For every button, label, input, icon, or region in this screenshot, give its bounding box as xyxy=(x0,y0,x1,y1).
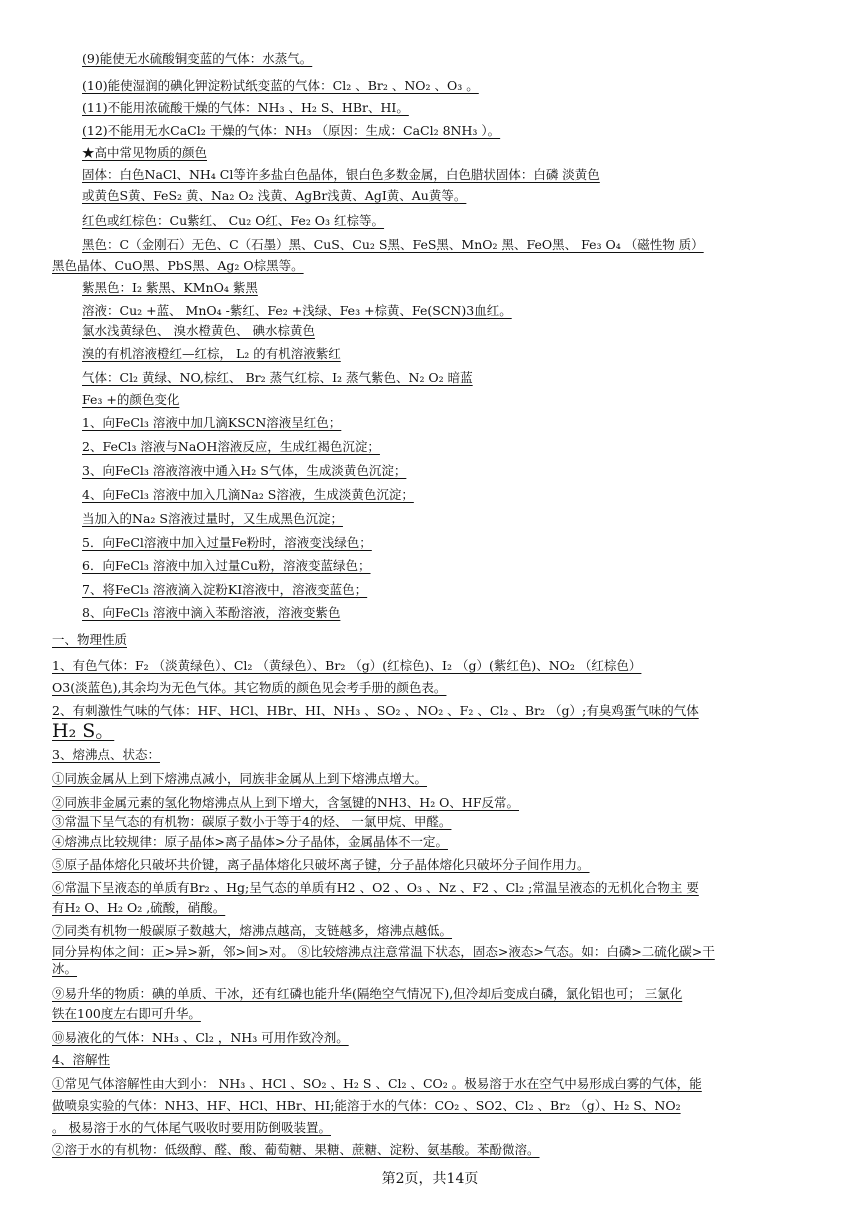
text-line: (12)不能用无水CaCl₂ 干燥的气体：NH₃ （原因：生成：CaCl₂ 8NH₃ ）。 xyxy=(82,123,501,138)
text-line: 做喷泉实验的气体：NH3、HF、HCl、HBr、HI;能溶于水的气体：CO₂ 、SO2、Cl₂ 、Br₂ （g）、H₂ S、NO₂ xyxy=(52,1098,681,1113)
section-heading: 3、熔沸点、状态： xyxy=(52,747,160,762)
list-item: ②同族非金属元素的氢化物熔沸点从上到下增大，含氢键的NH3、H₂ O、HF反常。 xyxy=(52,795,519,810)
list-item: 2、FeCl₃ 溶液与NaOH溶液反应，生成红褐色沉淀； xyxy=(82,439,380,454)
list-item: ③常温下呈气态的有机物：碳原子数小于等于4的烃、 一氯甲烷、甲醛。 xyxy=(52,814,452,829)
text-line: 同分异构体之间：正>异>新，邻>间>对。 ⑧比较熔沸点注意常温下状态，固态>液态>气态。如：白磷>二硫化碳>干 xyxy=(52,944,715,959)
list-item: ⑩易液化的气体：NH₃ 、Cl₂ ，NH₃ 可用作致冷剂。 xyxy=(52,1030,349,1045)
text-line: 氯水浅黄绿色、 溴水橙黄色、 碘水棕黄色 xyxy=(82,323,315,338)
text-line: (11)不能用浓硫酸干燥的气体：NH₃ 、H₂ S、HBr、HI。 xyxy=(82,100,409,115)
text-line: (10)能使湿润的碘化钾淀粉试纸变蓝的气体：Cl₂ 、Br₂ 、NO₂ 、O₃ 。 xyxy=(82,78,479,93)
text-line: 或黄色S黄、FeS₂ 黄、Na₂ O₂ 浅黄、AgBr浅黄、AgI黄、Au黄等。 xyxy=(82,188,467,203)
page-number: 第2页，共14页 xyxy=(381,1171,479,1187)
list-item: 3、向FeCl₃ 溶液溶液中通入H₂ S气体，生成淡黄色沉淀； xyxy=(82,463,407,478)
list-item: 1、向FeCl₃ 溶液中加几滴KSCN溶液呈红色； xyxy=(82,415,342,430)
text-line: 黑色：C（金刚石）无色、C（石墨）黑、CuS、Cu₂ S黑、FeS黑、MnO₂ 黑、FeO黑、 Fe₃ O₄ （磁性物 质） xyxy=(82,237,704,252)
text-line: 固体：白色NaCl、NH₄ Cl等许多盐白色晶体，银白色多数金属，白色腊状固体：白磷 淡黄色 xyxy=(82,167,600,182)
list-item: 6．向FeCl₃ 溶液中加入过量Cu粉，溶液变蓝绿色； xyxy=(82,558,371,573)
text-line: 1、有色气体：F₂ （淡黄绿色）、Cl₂ （黄绿色）、Br₂ （g）(红棕色)、I₂ （g）(紫红色)、NO₂ （红棕色） xyxy=(52,658,642,673)
text-line: 紫黑色：I₂ 紫黑、KMnO₄ 紫黑 xyxy=(82,280,258,295)
list-item: 7、将FeCl₃ 溶液滴入淀粉KI溶液中，溶液变蓝色； xyxy=(82,582,368,597)
text-line: 黑色晶体、CuO黑、PbS黑、Ag₂ O棕黑等。 xyxy=(52,258,304,273)
list-item: ①同族金属从上到下熔沸点减小，同族非金属从上到下熔沸点增大。 xyxy=(52,771,428,786)
section-heading: ★高中常见物质的颜色 xyxy=(82,145,208,160)
list-item: ⑥常温下呈液态的单质有Br₂ 、Hg;呈气态的单质有H2 、O2 、O₃ 、Nz 、F2 、Cl₂ ;常温呈液态的无机化合物主 要 xyxy=(52,880,699,895)
list-item: ②溶于水的有机物：低级醇、醛、酸、葡萄糖、果糖、蔗糖、淀粉、氨基酸。苯酚微溶。 xyxy=(52,1142,540,1157)
text-line: 。 极易溶于水的气体尾气吸收时要用防倒吸装置。 xyxy=(52,1120,331,1135)
list-item: ⑤原子晶体熔化只破坏共价键，离子晶体熔化只破坏离子键，分子晶体熔化只破坏分子间作用力。 xyxy=(52,857,590,872)
text-line: O3(淡蓝色),其余均为无色气体。其它物质的颜色见会考手册的颜色表。 xyxy=(52,680,447,695)
text-line: 溴的有机溶液橙红—红棕， L₂ 的有机溶液紫红 xyxy=(82,346,341,361)
list-item: 8、向FeCl₃ 溶液中滴入苯酚溶液，溶液变紫色 xyxy=(82,605,341,620)
text-line: H₂ S。 xyxy=(52,720,115,742)
text-line: 溶液：Cu₂ +蓝、 MnO₄ -紫红、Fe₂ +浅绿、Fe₃ +棕黄、Fe(SCN)3血红。 xyxy=(82,303,512,318)
list-item: ⑨易升华的物质：碘的单质、干冰，还有红磷也能升华(隔绝空气情况下),但冷却后变成白磷，氯化铝也可； 三氯化 xyxy=(52,986,683,1001)
text-line: 冰。 xyxy=(52,961,78,976)
list-item: 5．向FeCl溶液中加入过量Fe粉时，溶液变浅绿色； xyxy=(82,535,372,550)
section-heading: 4、溶解性 xyxy=(52,1052,110,1067)
text-line: 红色或红棕色：Cu紫红、 Cu₂ O红、Fe₂ O₃ 红棕等。 xyxy=(82,213,385,228)
text-line: Fe₃ +的颜色变化 xyxy=(82,392,180,407)
section-heading: 一、物理性质 xyxy=(52,632,128,647)
text-line: 有H₂ O、H₂ O₂ ,硫酸，硝酸。 xyxy=(52,900,226,915)
list-item: ⑦同类有机物一般碳原子数越大，熔沸点越高，支链越多，熔沸点越低。 xyxy=(52,923,453,938)
text-line: (9)能使无水硫酸铜变蓝的气体：水蒸气。 xyxy=(82,51,313,66)
text-line: 铁在100度左右即可升华。 xyxy=(52,1006,201,1021)
text-line: 2、有刺激性气味的气体：HF、HCl、HBr、HI、NH₃ 、SO₂ 、NO₂ 、F₂ 、Cl₂ 、Br₂ （g）;有臭鸡蛋气味的气体 xyxy=(52,703,699,718)
list-item: 4、向FeCl₃ 溶液中加入几滴Na₂ S溶液，生成淡黄色沉淀； xyxy=(82,487,414,502)
text-line: 气体：Cl₂ 黄绿、NO,棕红、 Br₂ 蒸气红棕、I₂ 蒸气紫色、N₂ O₂ 暗蓝 xyxy=(82,370,473,385)
list-item: ④熔沸点比较规律：原子晶体>离子晶体>分子晶体，金属晶体不一定。 xyxy=(52,834,448,849)
list-item: 当加入的Na₂ S溶液过量时，又生成黑色沉淀； xyxy=(82,511,343,526)
list-item: ①常见气体溶解性由大到小： NH₃ 、HCl 、SO₂ 、H₂ S 、Cl₂ 、CO₂ 。极易溶于水在空气中易形成白雾的气体，能 xyxy=(52,1076,702,1091)
